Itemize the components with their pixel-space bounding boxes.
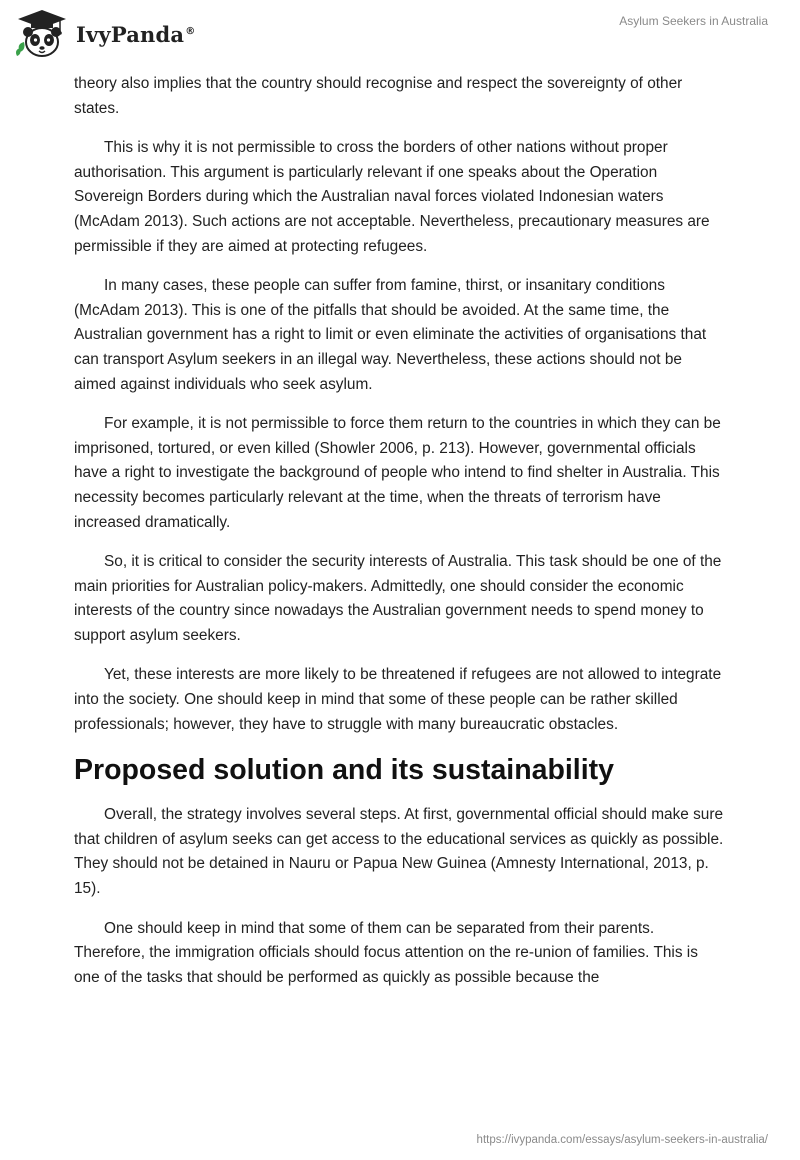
section-heading: Proposed solution and its sustainability xyxy=(74,754,614,787)
paragraph: In many cases, these people can suffer from famine, thirst, or insanitary conditions (McAdam 2013). This is one of the pitfalls that should be avoided. At the same time, the Australian government has a right to limit or even eliminate the activities of organisations that can transport Asylum seekers in an illegal way. Nevertheless, these actions should not be aimed against individuals who seek asylum. xyxy=(74,277,707,393)
registered-mark: ® xyxy=(185,25,196,37)
brand-name: IvyPanda® xyxy=(76,21,196,47)
paragraph: So, it is critical to consider the security interests of Australia. This task should be one of the main priorities for Australian policy-makers. Admittedly, one should consider the economic interests of the country since nowadays the Australian government needs to spend money to support asylum seekers. xyxy=(74,553,722,644)
paragraph: This is why it is not permissible to cross the borders of other nations without proper authorisation. This argument is particularly relevant if one speaks about the Operation Sovereign Borders during which the Australian naval forces violated Indonesian waters (McAdam 2013). Such actions are not acceptable. Nevertheless, precautionary measures are permissible if they are aimed at protecting refugees. xyxy=(74,139,710,255)
essay-body xyxy=(74,72,726,1005)
paragraph: theory also implies that the country should recognise and respect the sovereignty of other states. xyxy=(74,75,683,117)
paragraph: Overall, the strategy involves several steps. At first, governmental official should make sure that children of asylum seeks can get access to the educational services as quickly as possible. They should not be detained in Nauru or Papua New Guinea (Amnesty International, 2013, p. 15). xyxy=(74,806,724,898)
page-header xyxy=(0,0,800,70)
paragraph: One should keep in mind that some of them can be separated from their parents. Therefore, the immigration officials should focus attention on the re-union of families. This is one of the tasks that should be performed as quickly as possible because the xyxy=(74,919,698,986)
document-title: Asylum Seekers in Australia xyxy=(619,14,768,28)
ivypanda-logo[interactable] xyxy=(14,8,195,60)
source-url[interactable]: https://ivypanda.com/essays/asylum-seekers-in-australia/ xyxy=(476,1134,768,1146)
paragraph: For example, it is not permissible to force them return to the countries in which they can be imprisoned, tortured, or even killed (Showler 2006, p. 213). However, governmental officials have a right to investigate the background of people who intend to find shelter in Australia. This necessity becomes particularly relevant at the time, when the threats of terrorism have increased dramatically. xyxy=(74,415,721,531)
paragraph: Yet, these interests are more likely to be threatened if refugees are not allowed to integrate into the society. One should keep in mind that some of these people can be rather skilled professionals; however, they have to struggle with many bureaucratic obstacles. xyxy=(74,666,722,733)
panda-graduate-icon xyxy=(14,8,70,60)
